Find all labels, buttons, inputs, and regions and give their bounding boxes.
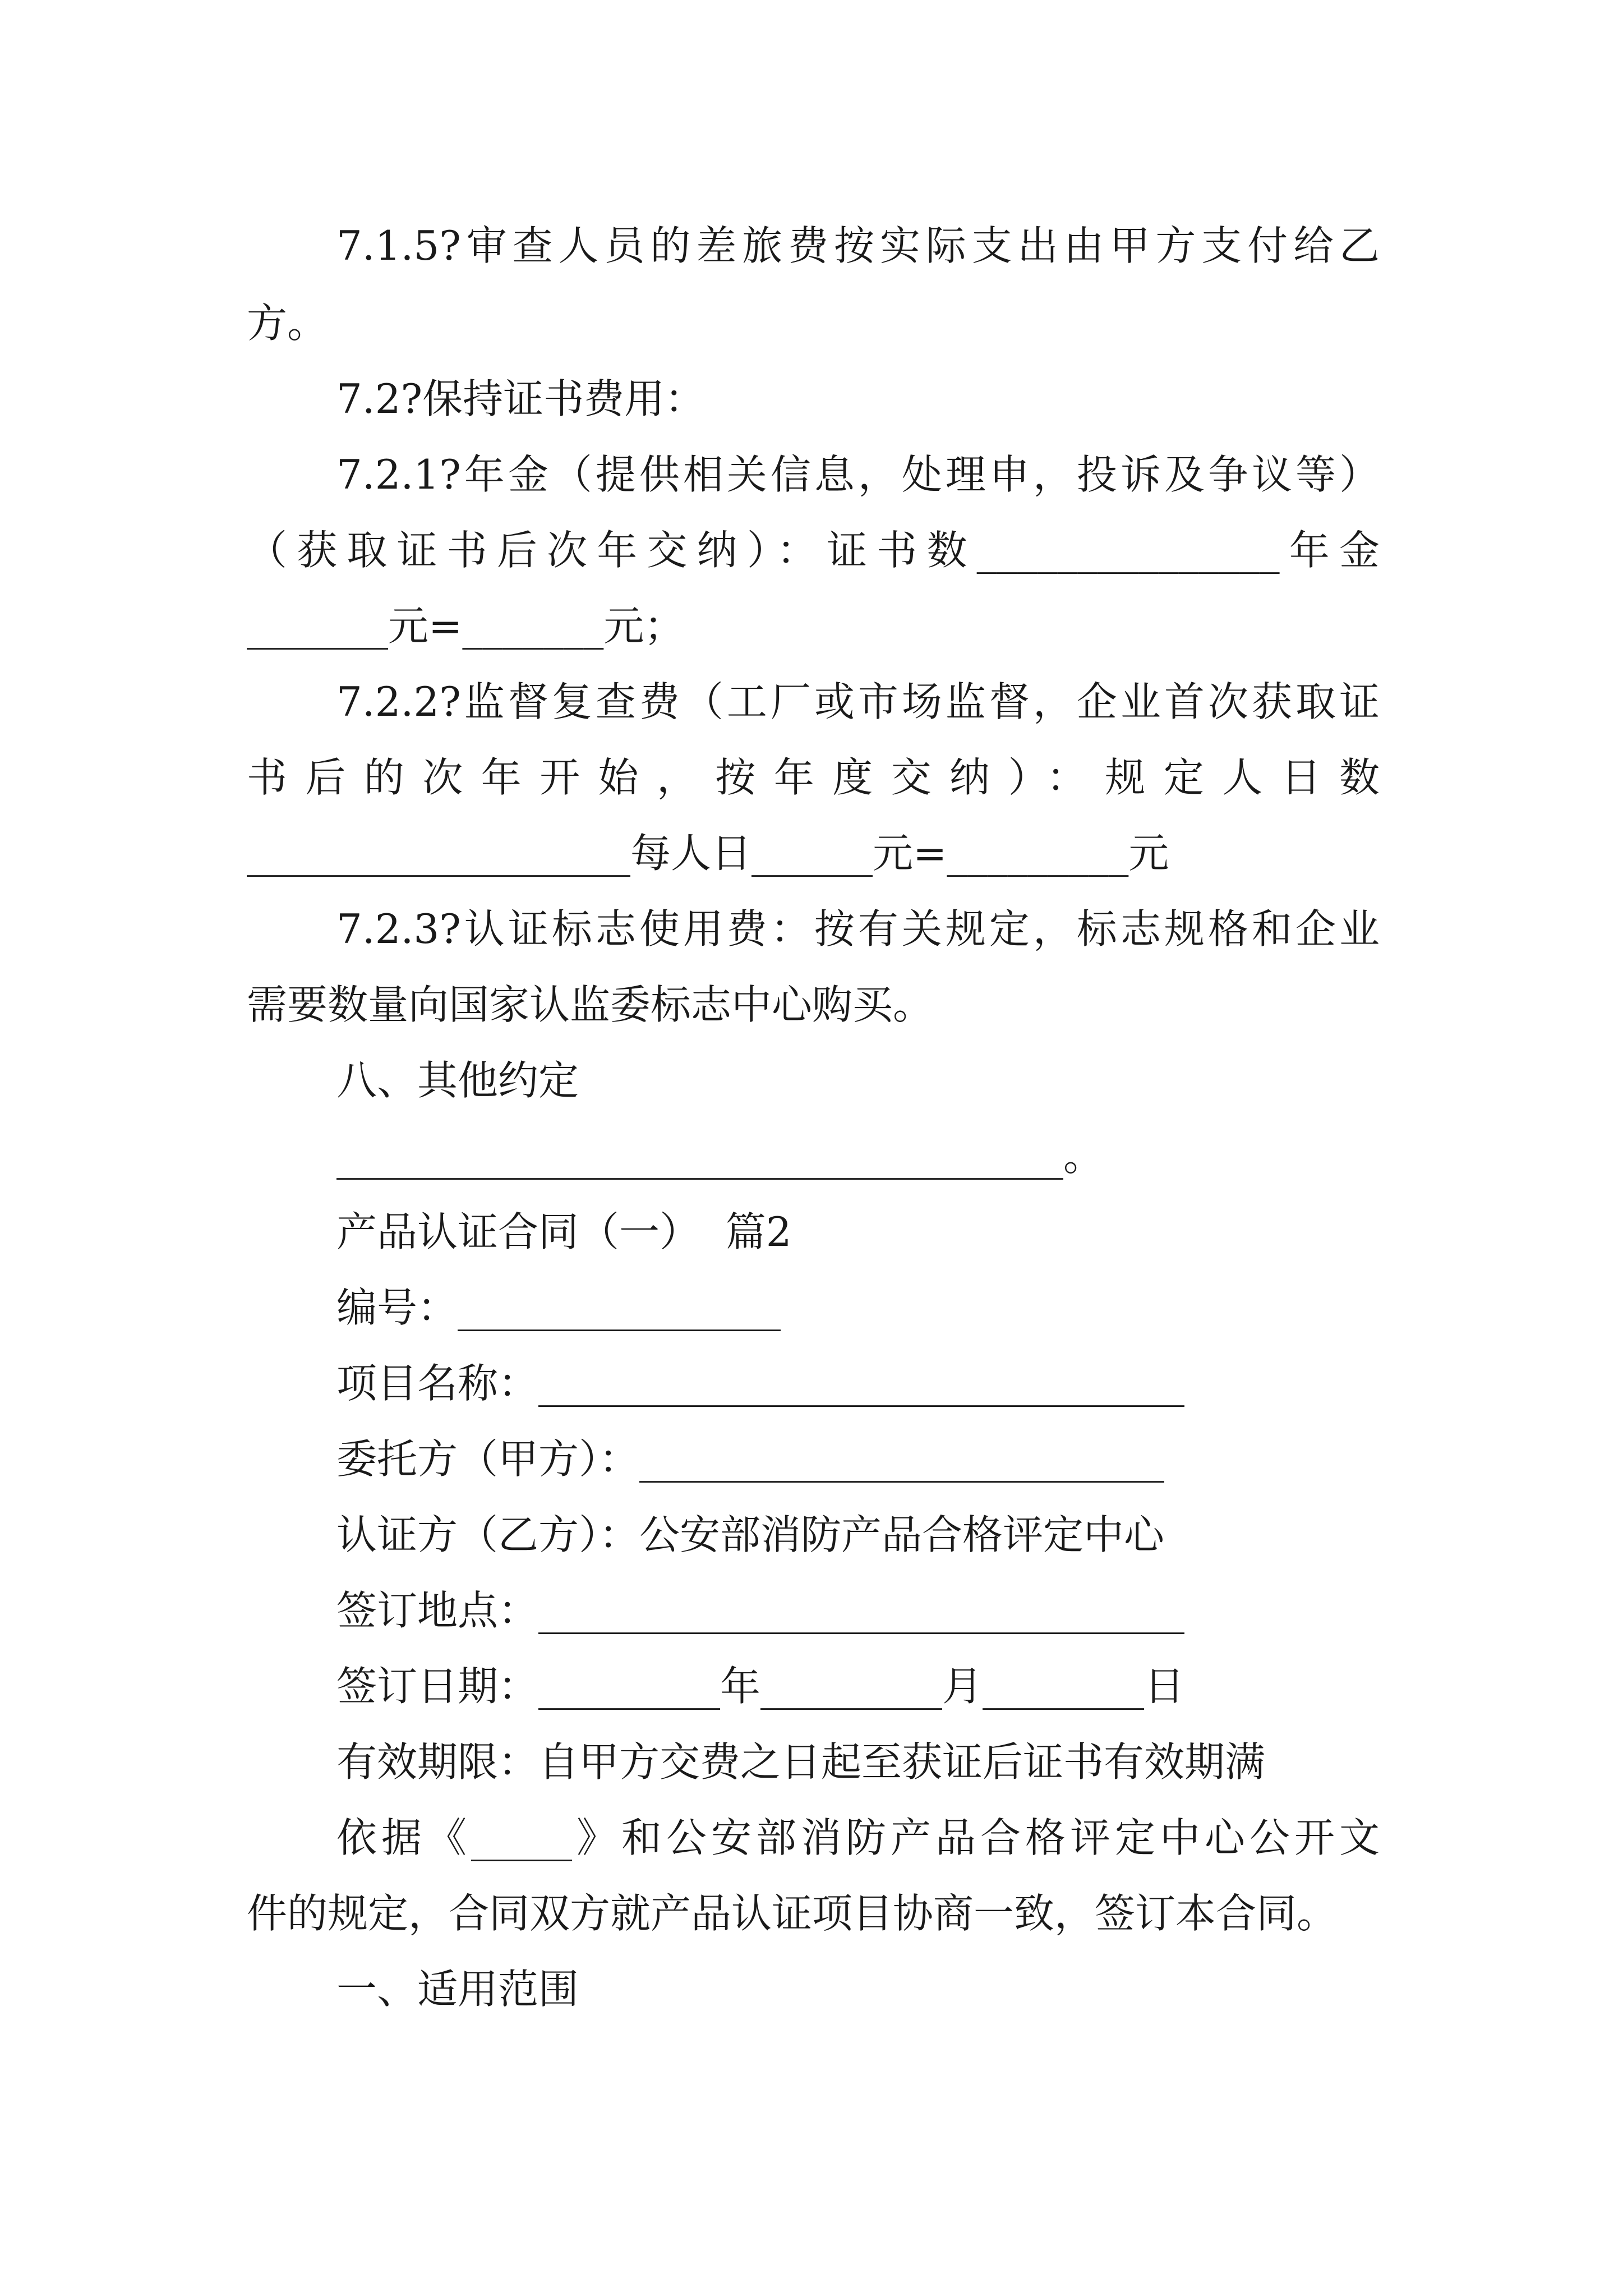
- paragraph-line-5: （获取证书后次年交纳）：证书数_______________年金: [247, 527, 1380, 574]
- signing-date-field: 签订日期：_________年_________月________日: [336, 1663, 1185, 1710]
- validity-period: 有效期限：自甲方交费之日起至获证后证书有效期满: [336, 1738, 1266, 1786]
- party-a-field: 委托方（甲方）：__________________________: [336, 1435, 1165, 1483]
- signing-place-field: 签订地点：________________________________: [336, 1587, 1185, 1634]
- paragraph-line-6: _______元=_______元；: [247, 602, 685, 650]
- paragraph-line-2: 方。: [247, 300, 328, 347]
- section-heading-8: 八、其他约定: [336, 1057, 579, 1104]
- paragraph-line-4: 7.2.1?年金（提供相关信息，处理申，投诉及争议等）: [336, 451, 1380, 498]
- paragraph-line-11: 需要数量向国家认监委标志中心购买。: [247, 981, 934, 1028]
- paragraph-line-10: 7.2.3?认证标志使用费：按有关规定，标志规格和企业: [336, 905, 1380, 953]
- paragraph-line-7: 7.2.2?监督复查费（工厂或市场监督，企业首次获取证: [336, 678, 1380, 725]
- party-b-field: 认证方（乙方）：公安部消防产品合格评定中心: [336, 1511, 1165, 1558]
- paragraph-line-3: 7.2?保持证书费用：: [336, 375, 706, 422]
- other-agreement-blank: ____________________________________。: [336, 1133, 1104, 1180]
- contract-number-field: 编号：________________: [336, 1284, 781, 1331]
- section-heading-1: 一、适用范围: [336, 1966, 579, 2013]
- basis-line-2: 件的规定，合同双方就产品认证项目协商一致，签订本合同。: [247, 1890, 1338, 1937]
- paragraph-line-9: ___________________每人日______元=_________元: [247, 830, 1169, 877]
- project-name-field: 项目名称：________________________________: [336, 1360, 1185, 1407]
- paragraph-line-1: 7.1.5?审查人员的差旅费按实际支出由甲方支付给乙: [336, 222, 1380, 269]
- paragraph-line-8: 书后的次年开始，按年度交纳）：规定人日数: [247, 754, 1380, 801]
- contract-title: 产品认证合同（一） 篇2: [336, 1208, 792, 1255]
- basis-line-1: 依据《_____》和公安部消防产品合格评定中心公开文: [336, 1814, 1380, 1861]
